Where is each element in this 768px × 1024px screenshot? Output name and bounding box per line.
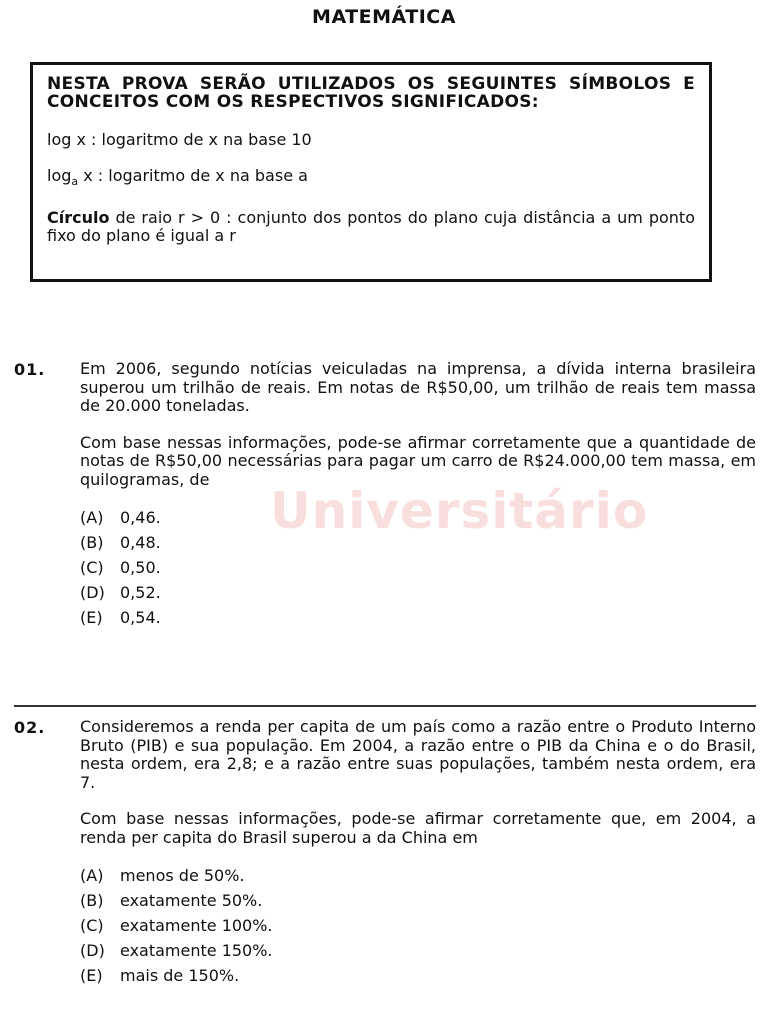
watermark: Universitário (270, 482, 649, 540)
option-text: menos de 50%. (120, 866, 245, 885)
option-letter: (A) (80, 508, 104, 527)
log-definition (47, 131, 695, 149)
option-letter: (E) (80, 966, 103, 985)
answer-option-e (80, 963, 756, 988)
circle-term: Círculo (47, 208, 110, 228)
loga-meaning: : logaritmo de x na base a (92, 166, 308, 185)
answer-option-b (80, 888, 756, 913)
circle-definition (47, 209, 695, 245)
option-text: 0,48. (120, 533, 161, 552)
circle-meaning: de raio r > 0 : conjunto dos pontos do plano cuja distância a um ponto fixo do plano é igual a r (47, 208, 695, 246)
log-symbol: log x (47, 130, 86, 149)
answer-option-a (80, 505, 756, 530)
option-letter: (E) (80, 608, 103, 627)
option-text: mais de 150%. (120, 966, 240, 985)
loga-symbol: log (47, 166, 72, 185)
loga-definition (47, 167, 695, 191)
answer-options (80, 863, 756, 988)
question-paragraph: Consideremos a renda per capita de um país como a razão entre o Produto Interno Bruto (PIB) e sua população. Em 2004, a razão entre o PIB da China e o do Brasil, nesta ordem, era 2,8; e a razão entre suas populações, também nesta ordem, era 7. (80, 717, 756, 792)
answer-option-d (80, 580, 756, 605)
option-letter: (B) (80, 891, 104, 910)
page-title: MATEMÁTICA (312, 6, 456, 28)
question-number: 02. (14, 718, 46, 737)
option-letter: (A) (80, 866, 104, 885)
answer-option-e (80, 605, 756, 630)
option-text: exatamente 100%. (120, 916, 273, 935)
option-text: 0,50. (120, 558, 161, 577)
log-meaning: : logaritmo de x na base 10 (85, 130, 312, 149)
option-text: exatamente 50%. (120, 891, 263, 910)
loga-symbol-tail: x (78, 166, 93, 185)
loga-subscript: a (71, 175, 79, 189)
question-body (80, 360, 756, 630)
question-paragraph: Com base nessas informações, pode-se afirmar corretamente que a quantidade de notas de R$50,00 necessárias para pagar um carro de R$24.000,00 tem massa, em quilogramas, de (80, 432, 756, 489)
option-letter: (B) (80, 533, 104, 552)
option-letter: (C) (80, 916, 104, 935)
option-text: 0,54. (120, 608, 161, 627)
answer-option-b (80, 530, 756, 555)
answer-options (80, 505, 756, 630)
option-text: exatamente 150%. (120, 941, 273, 960)
symbols-box-heading: NESTA PROVA SERÃO UTILIZADOS OS SEGUINTES SÍMBOLOS E CONCEITOS COM OS RESPECTIVOS SIGNIFICADOS: (47, 74, 695, 112)
question-01 (14, 360, 756, 630)
question-number: 01. (14, 360, 46, 379)
option-letter: (C) (80, 558, 104, 577)
option-letter: (D) (80, 583, 105, 602)
symbols-box (30, 62, 712, 282)
answer-option-c (80, 913, 756, 938)
answer-option-a (80, 863, 756, 888)
option-text: 0,52. (120, 583, 161, 602)
question-paragraph: Com base nessas informações, pode-se afirmar corretamente que, em 2004, a renda per capita do Brasil superou a da China em (80, 809, 756, 847)
question-separator (14, 705, 756, 707)
question-paragraph: Em 2006, segundo notícias veiculadas na imprensa, a dívida interna brasileira superou um trilhão de reais. Em notas de R$50,00, um trilhão de reais tem massa de 20.000 toneladas. (80, 359, 756, 415)
option-text: 0,46. (120, 508, 161, 527)
option-letter: (D) (80, 941, 105, 960)
answer-option-d (80, 938, 756, 963)
answer-option-c (80, 555, 756, 580)
question-body (80, 718, 756, 988)
question-02 (14, 718, 756, 988)
